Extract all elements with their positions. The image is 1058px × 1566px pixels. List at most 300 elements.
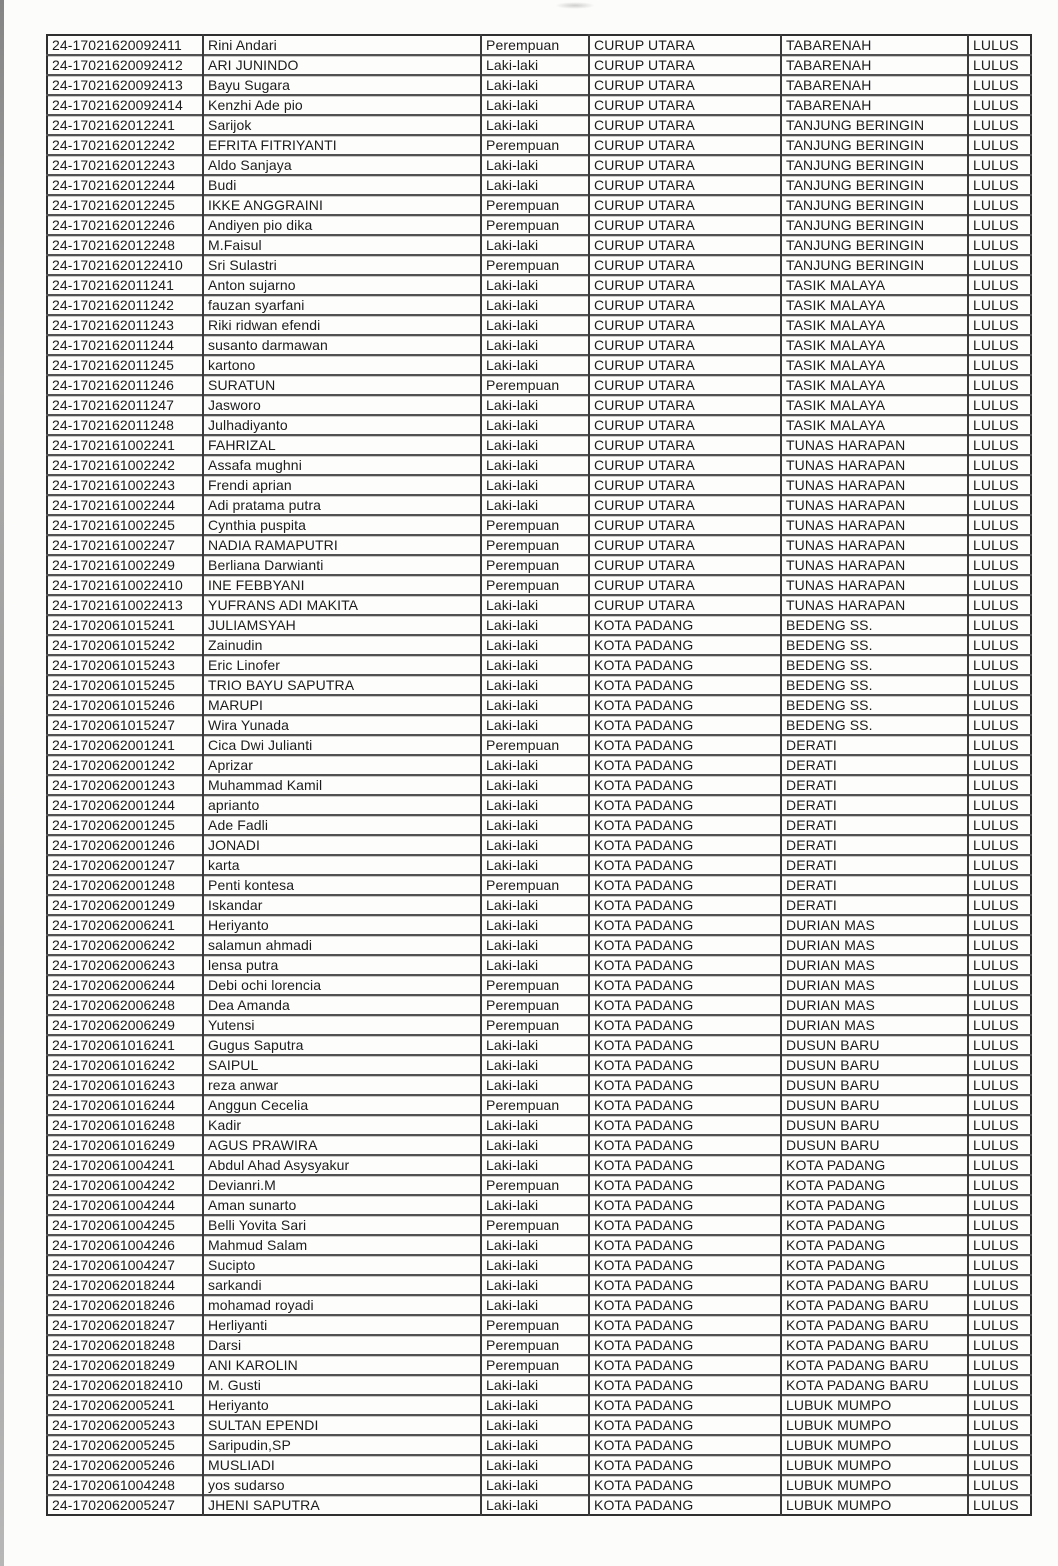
participant-name-cell: karta xyxy=(203,855,481,875)
participant-name-cell: Yutensi xyxy=(203,1015,481,1035)
gender-cell: Laki-laki xyxy=(481,795,589,815)
gender-cell: Perempuan xyxy=(481,1335,589,1355)
village-cell: KOTA PADANG BARU xyxy=(781,1275,968,1295)
participant-id-cell: 24-1702161002249 xyxy=(47,555,203,575)
status-cell: LULUS xyxy=(968,175,1031,195)
status-cell: LULUS xyxy=(968,1255,1031,1275)
participant-id-cell: 24-17021610022413 xyxy=(47,595,203,615)
participant-name-cell: IKKE ANGGRAINI xyxy=(203,195,481,215)
table-row xyxy=(47,415,1031,435)
participant-name-cell: Aprizar xyxy=(203,755,481,775)
village-cell: TANJUNG BERINGIN xyxy=(781,175,968,195)
gender-cell: Laki-laki xyxy=(481,495,589,515)
village-cell: LUBUK MUMPO xyxy=(781,1435,968,1455)
district-cell: KOTA PADANG xyxy=(589,875,781,895)
participant-id-cell: 24-17021620122410 xyxy=(47,255,203,275)
village-cell: DERATI xyxy=(781,855,968,875)
district-cell: CURUP UTARA xyxy=(589,155,781,175)
participant-id-cell: 24-1702162011245 xyxy=(47,355,203,375)
gender-cell: Laki-laki xyxy=(481,655,589,675)
gender-cell: Laki-laki xyxy=(481,1115,589,1135)
participant-id-cell: 24-1702062006243 xyxy=(47,955,203,975)
table-row xyxy=(47,615,1031,635)
participant-id-cell: 24-1702162011247 xyxy=(47,395,203,415)
gender-cell: Laki-laki xyxy=(481,595,589,615)
participant-name-cell: TRIO BAYU SAPUTRA xyxy=(203,675,481,695)
table-row xyxy=(47,1355,1031,1375)
participant-id-cell: 24-1702061004241 xyxy=(47,1155,203,1175)
table-row xyxy=(47,1275,1031,1295)
status-cell: LULUS xyxy=(968,295,1031,315)
village-cell: DURIAN MAS xyxy=(781,915,968,935)
village-cell: KOTA PADANG xyxy=(781,1215,968,1235)
gender-cell: Laki-laki xyxy=(481,955,589,975)
district-cell: KOTA PADANG xyxy=(589,1315,781,1335)
village-cell: TANJUNG BERINGIN xyxy=(781,115,968,135)
results-table xyxy=(46,34,1032,1516)
participant-name-cell: Heriyanto xyxy=(203,915,481,935)
village-cell: DERATI xyxy=(781,795,968,815)
table-row xyxy=(47,795,1031,815)
table-row xyxy=(47,495,1031,515)
status-cell: LULUS xyxy=(968,335,1031,355)
table-row xyxy=(47,635,1031,655)
participant-id-cell: 24-1702062001246 xyxy=(47,835,203,855)
table-row xyxy=(47,1495,1031,1515)
participant-id-cell: 24-1702162011248 xyxy=(47,415,203,435)
district-cell: KOTA PADANG xyxy=(589,695,781,715)
table-row xyxy=(47,1055,1031,1075)
table-row xyxy=(47,95,1031,115)
participant-id-cell: 24-1702062005246 xyxy=(47,1455,203,1475)
gender-cell: Laki-laki xyxy=(481,675,589,695)
participant-name-cell: Abdul Ahad Asysyakur xyxy=(203,1155,481,1175)
gender-cell: Perempuan xyxy=(481,1315,589,1335)
village-cell: KOTA PADANG BARU xyxy=(781,1295,968,1315)
status-cell: LULUS xyxy=(968,535,1031,555)
participant-id-cell: 24-1702162011246 xyxy=(47,375,203,395)
village-cell: DERATI xyxy=(781,815,968,835)
village-cell: LUBUK MUMPO xyxy=(781,1475,968,1495)
gender-cell: Laki-laki xyxy=(481,1035,589,1055)
participant-id-cell: 24-1702062001243 xyxy=(47,775,203,795)
table-row xyxy=(47,55,1031,75)
status-cell: LULUS xyxy=(968,55,1031,75)
participant-name-cell: Devianri.M xyxy=(203,1175,481,1195)
participant-name-cell: JULIAMSYAH xyxy=(203,615,481,635)
table-row xyxy=(47,1375,1031,1395)
district-cell: KOTA PADANG xyxy=(589,1355,781,1375)
table-row xyxy=(47,675,1031,695)
participant-id-cell: 24-1702162012241 xyxy=(47,115,203,135)
village-cell: KOTA PADANG BARU xyxy=(781,1355,968,1375)
participant-id-cell: 24-1702162012242 xyxy=(47,135,203,155)
village-cell: TUNAS HARAPAN xyxy=(781,515,968,535)
status-cell: LULUS xyxy=(968,1075,1031,1095)
village-cell: DERATI xyxy=(781,835,968,855)
village-cell: TANJUNG BERINGIN xyxy=(781,235,968,255)
table-row xyxy=(47,975,1031,995)
participant-name-cell: YUFRANS ADI MAKITA xyxy=(203,595,481,615)
table-row xyxy=(47,1115,1031,1135)
status-cell: LULUS xyxy=(968,1215,1031,1235)
participant-id-cell: 24-1702061015247 xyxy=(47,715,203,735)
participant-id-cell: 24-1702061015242 xyxy=(47,635,203,655)
gender-cell: Laki-laki xyxy=(481,315,589,335)
participant-id-cell: 24-1702062006242 xyxy=(47,935,203,955)
district-cell: KOTA PADANG xyxy=(589,895,781,915)
village-cell: BEDENG SS. xyxy=(781,635,968,655)
participant-name-cell: Rini Andari xyxy=(203,35,481,55)
gender-cell: Perempuan xyxy=(481,255,589,275)
participant-id-cell: 24-1702162012246 xyxy=(47,215,203,235)
status-cell: LULUS xyxy=(968,395,1031,415)
table-row xyxy=(47,1415,1031,1435)
participant-id-cell: 24-1702162012245 xyxy=(47,195,203,215)
table-row xyxy=(47,875,1031,895)
participant-id-cell: 24-1702061015245 xyxy=(47,675,203,695)
participant-id-cell: 24-1702061015246 xyxy=(47,695,203,715)
district-cell: KOTA PADANG xyxy=(589,655,781,675)
participant-name-cell: Frendi aprian xyxy=(203,475,481,495)
participant-name-cell: Penti kontesa xyxy=(203,875,481,895)
status-cell: LULUS xyxy=(968,655,1031,675)
district-cell: CURUP UTARA xyxy=(589,455,781,475)
gender-cell: Laki-laki xyxy=(481,395,589,415)
district-cell: KOTA PADANG xyxy=(589,1475,781,1495)
gender-cell: Perempuan xyxy=(481,515,589,535)
participant-id-cell: 24-1702062001242 xyxy=(47,755,203,775)
gender-cell: Laki-laki xyxy=(481,235,589,255)
participant-id-cell: 24-1702061015243 xyxy=(47,655,203,675)
gender-cell: Laki-laki xyxy=(481,1195,589,1215)
village-cell: TANJUNG BERINGIN xyxy=(781,195,968,215)
participant-name-cell: Aman sunarto xyxy=(203,1195,481,1215)
table-row xyxy=(47,775,1031,795)
district-cell: KOTA PADANG xyxy=(589,1395,781,1415)
table-row xyxy=(47,755,1031,775)
status-cell: LULUS xyxy=(968,675,1031,695)
village-cell: TUNAS HARAPAN xyxy=(781,435,968,455)
table-row xyxy=(47,835,1031,855)
gender-cell: Laki-laki xyxy=(481,635,589,655)
district-cell: CURUP UTARA xyxy=(589,55,781,75)
district-cell: KOTA PADANG xyxy=(589,675,781,695)
gender-cell: Laki-laki xyxy=(481,355,589,375)
gender-cell: Laki-laki xyxy=(481,1075,589,1095)
participant-id-cell: 24-1702062006244 xyxy=(47,975,203,995)
district-cell: KOTA PADANG xyxy=(589,1115,781,1135)
table-row xyxy=(47,895,1031,915)
gender-cell: Laki-laki xyxy=(481,1235,589,1255)
participant-id-cell: 24-1702161002244 xyxy=(47,495,203,515)
status-cell: LULUS xyxy=(968,1015,1031,1035)
village-cell: TASIK MALAYA xyxy=(781,395,968,415)
village-cell: KOTA PADANG xyxy=(781,1175,968,1195)
status-cell: LULUS xyxy=(968,1195,1031,1215)
village-cell: BEDENG SS. xyxy=(781,715,968,735)
status-cell: LULUS xyxy=(968,1335,1031,1355)
gender-cell: Laki-laki xyxy=(481,1395,589,1415)
status-cell: LULUS xyxy=(968,1435,1031,1455)
table-row xyxy=(47,1395,1031,1415)
district-cell: KOTA PADANG xyxy=(589,975,781,995)
village-cell: LUBUK MUMPO xyxy=(781,1495,968,1515)
status-cell: LULUS xyxy=(968,1155,1031,1175)
participant-name-cell: fauzan syarfani xyxy=(203,295,481,315)
gender-cell: Laki-laki xyxy=(481,75,589,95)
district-cell: KOTA PADANG xyxy=(589,1035,781,1055)
district-cell: CURUP UTARA xyxy=(589,115,781,135)
gender-cell: Laki-laki xyxy=(481,455,589,475)
participant-id-cell: 24-1702061004242 xyxy=(47,1175,203,1195)
participant-name-cell: Belli Yovita Sari xyxy=(203,1215,481,1235)
participant-id-cell: 24-1702062018248 xyxy=(47,1335,203,1355)
gender-cell: Perempuan xyxy=(481,135,589,155)
gender-cell: Laki-laki xyxy=(481,895,589,915)
district-cell: KOTA PADANG xyxy=(589,775,781,795)
status-cell: LULUS xyxy=(968,315,1031,335)
village-cell: TANJUNG BERINGIN xyxy=(781,155,968,175)
status-cell: LULUS xyxy=(968,115,1031,135)
participant-id-cell: 24-1702062005243 xyxy=(47,1415,203,1435)
status-cell: LULUS xyxy=(968,95,1031,115)
participant-id-cell: 24-1702062001241 xyxy=(47,735,203,755)
table-row xyxy=(47,1215,1031,1235)
participant-id-cell: 24-1702062018244 xyxy=(47,1275,203,1295)
gender-cell: Laki-laki xyxy=(481,1455,589,1475)
participant-name-cell: Ade Fadli xyxy=(203,815,481,835)
village-cell: TABARENAH xyxy=(781,55,968,75)
status-cell: LULUS xyxy=(968,255,1031,275)
status-cell: LULUS xyxy=(968,135,1031,155)
participant-id-cell: 24-1702061004246 xyxy=(47,1235,203,1255)
table-row xyxy=(47,735,1031,755)
participant-id-cell: 24-1702061004244 xyxy=(47,1195,203,1215)
gender-cell: Laki-laki xyxy=(481,335,589,355)
village-cell: TASIK MALAYA xyxy=(781,295,968,315)
participant-id-cell: 24-1702162011244 xyxy=(47,335,203,355)
district-cell: KOTA PADANG xyxy=(589,1215,781,1235)
status-cell: LULUS xyxy=(968,555,1031,575)
district-cell: CURUP UTARA xyxy=(589,515,781,535)
participant-id-cell: 24-1702161002241 xyxy=(47,435,203,455)
participant-id-cell: 24-1702162012244 xyxy=(47,175,203,195)
gender-cell: Perempuan xyxy=(481,975,589,995)
gender-cell: Perempuan xyxy=(481,535,589,555)
district-cell: KOTA PADANG xyxy=(589,1455,781,1475)
participant-name-cell: Assafa mughni xyxy=(203,455,481,475)
participant-name-cell: Anton sujarno xyxy=(203,275,481,295)
district-cell: CURUP UTARA xyxy=(589,555,781,575)
participant-name-cell: Kenzhi Ade pio xyxy=(203,95,481,115)
village-cell: TUNAS HARAPAN xyxy=(781,575,968,595)
table-row xyxy=(47,155,1031,175)
status-cell: LULUS xyxy=(968,355,1031,375)
gender-cell: Laki-laki xyxy=(481,1475,589,1495)
district-cell: KOTA PADANG xyxy=(589,1095,781,1115)
village-cell: TABARENAH xyxy=(781,95,968,115)
participant-name-cell: M. Gusti xyxy=(203,1375,481,1395)
table-row xyxy=(47,855,1031,875)
participant-id-cell: 24-1702061016243 xyxy=(47,1075,203,1095)
participant-name-cell: EFRITA FITRIYANTI xyxy=(203,135,481,155)
gender-cell: Laki-laki xyxy=(481,295,589,315)
participant-id-cell: 24-17021620092411 xyxy=(47,35,203,55)
table-row xyxy=(47,715,1031,735)
participant-id-cell: 24-1702161002243 xyxy=(47,475,203,495)
district-cell: KOTA PADANG xyxy=(589,1335,781,1355)
village-cell: TASIK MALAYA xyxy=(781,275,968,295)
participant-id-cell: 24-1702162011243 xyxy=(47,315,203,335)
gender-cell: Laki-laki xyxy=(481,435,589,455)
district-cell: KOTA PADANG xyxy=(589,1435,781,1455)
participant-name-cell: Bayu Sugara xyxy=(203,75,481,95)
participant-name-cell: yos sudarso xyxy=(203,1475,481,1495)
village-cell: DERATI xyxy=(781,755,968,775)
participant-id-cell: 24-1702061016244 xyxy=(47,1095,203,1115)
district-cell: CURUP UTARA xyxy=(589,355,781,375)
district-cell: KOTA PADANG xyxy=(589,1235,781,1255)
gender-cell: Laki-laki xyxy=(481,935,589,955)
table-row xyxy=(47,435,1031,455)
participant-name-cell: Berliana Darwianti xyxy=(203,555,481,575)
gender-cell: Perempuan xyxy=(481,735,589,755)
gender-cell: Laki-laki xyxy=(481,1495,589,1515)
table-row xyxy=(47,655,1031,675)
status-cell: LULUS xyxy=(968,795,1031,815)
participant-name-cell: Dea Amanda xyxy=(203,995,481,1015)
village-cell: TABARENAH xyxy=(781,75,968,95)
village-cell: TUNAS HARAPAN xyxy=(781,535,968,555)
status-cell: LULUS xyxy=(968,1455,1031,1475)
district-cell: CURUP UTARA xyxy=(589,335,781,355)
table-row xyxy=(47,1335,1031,1355)
district-cell: CURUP UTARA xyxy=(589,255,781,275)
participant-name-cell: Wira Yunada xyxy=(203,715,481,735)
status-cell: LULUS xyxy=(968,435,1031,455)
gender-cell: Laki-laki xyxy=(481,615,589,635)
village-cell: BEDENG SS. xyxy=(781,655,968,675)
village-cell: KOTA PADANG xyxy=(781,1235,968,1255)
participant-id-cell: 24-1702062018246 xyxy=(47,1295,203,1315)
status-cell: LULUS xyxy=(968,855,1031,875)
village-cell: KOTA PADANG BARU xyxy=(781,1335,968,1355)
participant-id-cell: 24-17021620092412 xyxy=(47,55,203,75)
status-cell: LULUS xyxy=(968,955,1031,975)
gender-cell: Perempuan xyxy=(481,1355,589,1375)
village-cell: KOTA PADANG xyxy=(781,1155,968,1175)
gender-cell: Perempuan xyxy=(481,1095,589,1115)
status-cell: LULUS xyxy=(968,1315,1031,1335)
village-cell: DURIAN MAS xyxy=(781,935,968,955)
participant-name-cell: Saripudin,SP xyxy=(203,1435,481,1455)
district-cell: KOTA PADANG xyxy=(589,1195,781,1215)
village-cell: TANJUNG BERINGIN xyxy=(781,255,968,275)
district-cell: KOTA PADANG xyxy=(589,815,781,835)
gender-cell: Laki-laki xyxy=(481,1155,589,1175)
participant-name-cell: Kadir xyxy=(203,1115,481,1135)
participant-name-cell: Debi ochi lorencia xyxy=(203,975,481,995)
gender-cell: Laki-laki xyxy=(481,1435,589,1455)
table-row xyxy=(47,295,1031,315)
gender-cell: Laki-laki xyxy=(481,715,589,735)
village-cell: DERATI xyxy=(781,735,968,755)
participant-name-cell: Sri Sulastri xyxy=(203,255,481,275)
status-cell: LULUS xyxy=(968,1355,1031,1375)
status-cell: LULUS xyxy=(968,835,1031,855)
participant-name-cell: Andiyen pio dika xyxy=(203,215,481,235)
status-cell: LULUS xyxy=(968,695,1031,715)
gender-cell: Laki-laki xyxy=(481,115,589,135)
participant-name-cell: Herliyanti xyxy=(203,1315,481,1335)
village-cell: KOTA PADANG xyxy=(781,1255,968,1275)
district-cell: KOTA PADANG xyxy=(589,855,781,875)
district-cell: KOTA PADANG xyxy=(589,1495,781,1515)
participant-id-cell: 24-1702061004247 xyxy=(47,1255,203,1275)
village-cell: TUNAS HARAPAN xyxy=(781,455,968,475)
status-cell: LULUS xyxy=(968,1175,1031,1195)
participant-name-cell: susanto darmawan xyxy=(203,335,481,355)
gender-cell: Laki-laki xyxy=(481,1295,589,1315)
district-cell: CURUP UTARA xyxy=(589,175,781,195)
status-cell: LULUS xyxy=(968,1095,1031,1115)
district-cell: KOTA PADANG xyxy=(589,1275,781,1295)
table-row xyxy=(47,375,1031,395)
participant-name-cell: Cynthia puspita xyxy=(203,515,481,535)
participant-id-cell: 24-1702161002247 xyxy=(47,535,203,555)
table-row xyxy=(47,135,1031,155)
participant-id-cell: 24-1702062005241 xyxy=(47,1395,203,1415)
village-cell: DUSUN BARU xyxy=(781,1115,968,1135)
district-cell: KOTA PADANG xyxy=(589,955,781,975)
district-cell: KOTA PADANG xyxy=(589,1135,781,1155)
district-cell: KOTA PADANG xyxy=(589,1155,781,1175)
participant-name-cell: Sucipto xyxy=(203,1255,481,1275)
gender-cell: Laki-laki xyxy=(481,155,589,175)
village-cell: DUSUN BARU xyxy=(781,1055,968,1075)
participant-name-cell: MARUPI xyxy=(203,695,481,715)
participant-id-cell: 24-1702061004245 xyxy=(47,1215,203,1235)
participant-name-cell: Cica Dwi Julianti xyxy=(203,735,481,755)
status-cell: LULUS xyxy=(968,755,1031,775)
participant-id-cell: 24-1702062001249 xyxy=(47,895,203,915)
status-cell: LULUS xyxy=(968,1495,1031,1515)
participant-name-cell: mohamad royadi xyxy=(203,1295,481,1315)
participant-id-cell: 24-1702061016242 xyxy=(47,1055,203,1075)
participant-name-cell: Julhadiyanto xyxy=(203,415,481,435)
participant-name-cell: M.Faisul xyxy=(203,235,481,255)
table-row xyxy=(47,1455,1031,1475)
participant-id-cell: 24-1702061016249 xyxy=(47,1135,203,1155)
district-cell: CURUP UTARA xyxy=(589,75,781,95)
district-cell: KOTA PADANG xyxy=(589,755,781,775)
table-row xyxy=(47,475,1031,495)
village-cell: KOTA PADANG BARU xyxy=(781,1375,968,1395)
village-cell: BEDENG SS. xyxy=(781,695,968,715)
participant-id-cell: 24-17021620092413 xyxy=(47,75,203,95)
participant-name-cell: FAHRIZAL xyxy=(203,435,481,455)
gender-cell: Perempuan xyxy=(481,375,589,395)
gender-cell: Perempuan xyxy=(481,575,589,595)
participant-name-cell: Eric Linofer xyxy=(203,655,481,675)
status-cell: LULUS xyxy=(968,415,1031,435)
village-cell: TUNAS HARAPAN xyxy=(781,495,968,515)
table-row xyxy=(47,695,1031,715)
district-cell: KOTA PADANG xyxy=(589,635,781,655)
status-cell: LULUS xyxy=(968,635,1031,655)
village-cell: LUBUK MUMPO xyxy=(781,1415,968,1435)
